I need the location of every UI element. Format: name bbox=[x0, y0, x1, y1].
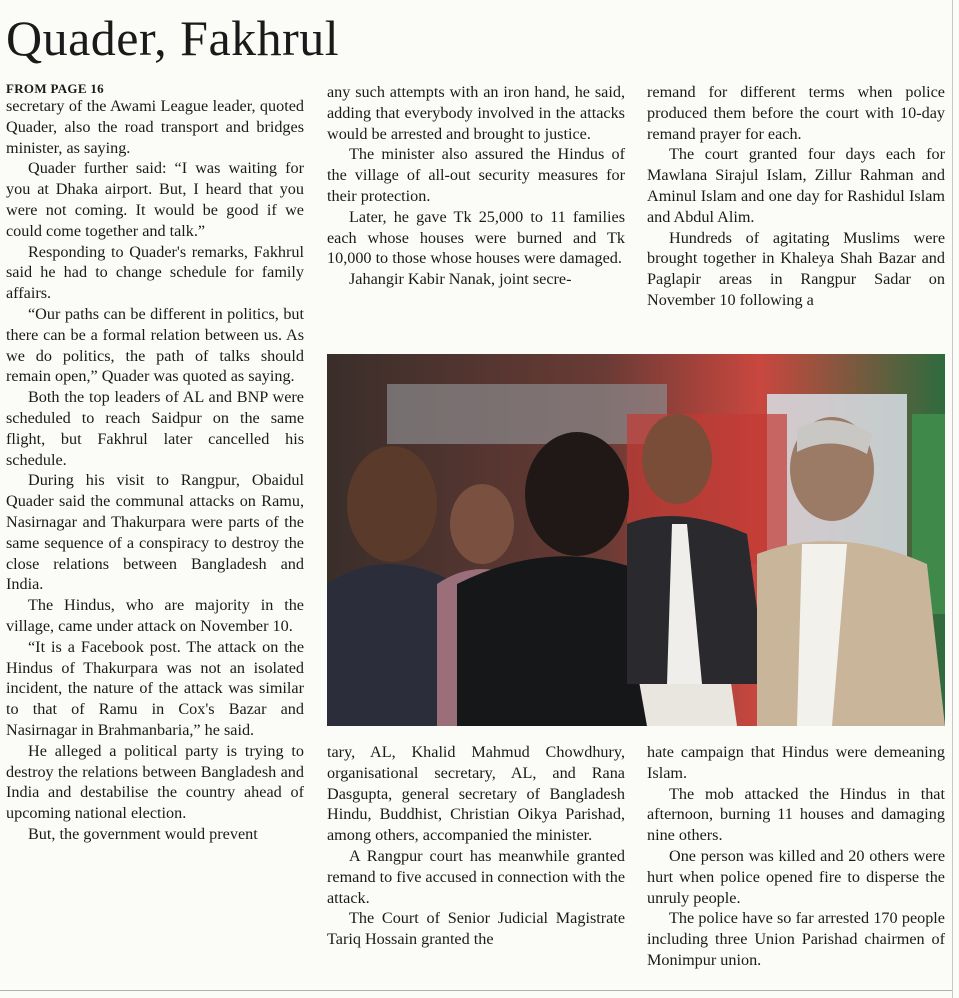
paragraph: Quader further said: “I was waiting for you at Dhaka airport. But, I heard that you were not coming. It would be good if we could come together and talk.” bbox=[6, 159, 304, 240]
news-photo-icon bbox=[327, 354, 945, 726]
paragraph: During his visit to Rangpur, Obaidul Quader said the communal attacks on Ramu, Nasirnagar and Thakurpara were parts of the same sequence of a conspiracy to destroy the close relations between Bangladesh and India. bbox=[6, 471, 304, 594]
paragraph: Later, he gave Tk 25,000 to 11 families each whose houses were burned and Tk 10,000 to those whose houses were damaged. bbox=[327, 207, 625, 268]
paragraph: Responding to Quader's remarks, Fakhrul said he had to change schedule for family affairs. bbox=[6, 242, 304, 303]
paragraph: Jahangir Kabir Nanak, joint secre- bbox=[349, 270, 572, 289]
paragraph: remand for different terms when police produced them before the court with 10-day remand prayer for each. bbox=[647, 83, 945, 143]
paragraph: The court granted four days each for Mawlana Sirajul Islam, Zillur Rahman and Aminul Islam and one day for Rashidul Islam and Abdul Alim. bbox=[647, 145, 945, 226]
paragraph: A Rangpur court has meanwhile granted remand to five accused in connection with the attack. bbox=[327, 846, 626, 907]
bottom-rule bbox=[0, 990, 952, 991]
column-1 bbox=[6, 82, 304, 845]
news-photo bbox=[327, 354, 945, 726]
paragraph: But, the government would prevent bbox=[28, 824, 258, 843]
paragraph: tary, AL, Khalid Mahmud Chowdhury, organisational secretary, AL, and Rana Dasgupta, general secretary of Bangladesh Hindu, Buddhist, Christian Oikya Parishad, among others, accompanied the minister. bbox=[327, 743, 625, 845]
jump-line: FROM PAGE 16 bbox=[6, 81, 104, 96]
paragraph: “Our paths can be different in politics, but there can be a formal relation between us. As we do politics, the path of talks should remain open,” Quader was quoted as saying. bbox=[6, 304, 304, 386]
paragraph: secretary of the Awami League leader, quoted Quader, also the road transport and bridges minister, as saying. bbox=[6, 97, 304, 157]
paragraph: The mob attacked the Hindus in that afternoon, burning 11 houses and damaging nine others. bbox=[647, 784, 945, 845]
paragraph: Both the top leaders of AL and BNP were scheduled to reach Saidpur on the same flight, but Fakhrul later cancelled his schedule. bbox=[6, 388, 304, 469]
column-rule bbox=[952, 0, 953, 998]
paragraph: any such attempts with an iron hand, he said, adding that everybody involved in the attacks would be arrested and brought to justice. bbox=[327, 83, 625, 143]
headline: Quader, Fakhrul bbox=[6, 10, 340, 66]
column-2-bottom bbox=[327, 742, 625, 950]
paragraph: “It is a Facebook post. The attack on the Hindus of Thakurpara was not an isolated incident, the nature of the attack was similar to that of Ramu in Cox's Bazar and Nasirnagar in Brahmanbaria,” he said. bbox=[6, 637, 304, 739]
paragraph: The minister also assured the Hindus of the village of all-out security measures for their protection. bbox=[327, 145, 625, 205]
paragraph: The Hindus, who are majority in the village, came under attack on November 10. bbox=[6, 596, 304, 635]
column-3-top bbox=[647, 82, 945, 311]
column-2-top bbox=[327, 82, 625, 290]
paragraph: He alleged a political party is trying to destroy the relations between Bangladesh and India and destabilise the country ahead of upcoming national election. bbox=[6, 741, 304, 823]
paragraph: One person was killed and 20 others were hurt when police opened fire to disperse the unruly people. bbox=[647, 846, 945, 907]
column-3-bottom bbox=[647, 742, 945, 971]
paragraph: The police have so far arrested 170 people including three Union Parishad chairmen of Monimpur union. bbox=[647, 909, 945, 969]
paragraph: Hundreds of agitating Muslims were brought together in Khaleya Shah Bazar and Paglapir areas in Rangpur Sadar on November 10 following a bbox=[647, 228, 945, 309]
paragraph: hate campaign that Hindus were demeaning Islam. bbox=[647, 743, 945, 782]
paragraph: The Court of Senior Judicial Magistrate Tariq Hossain granted the bbox=[327, 909, 625, 949]
